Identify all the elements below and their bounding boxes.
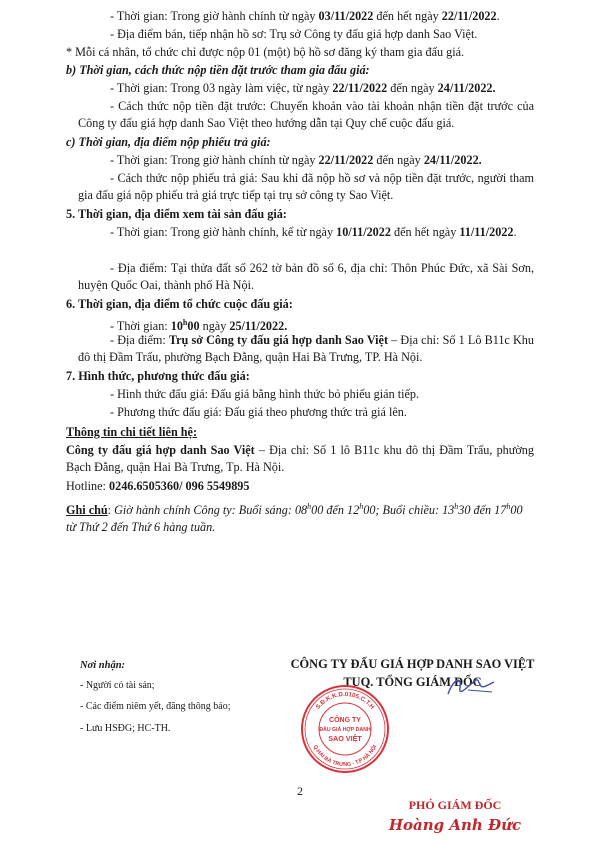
page-number: 2	[297, 784, 303, 798]
signer-name: Hoàng Anh Đức	[388, 816, 522, 834]
seal-ring-text: S.Đ.K.K.D.0105.C.T.H	[314, 690, 376, 711]
recipient-item: - Lưu HSĐG; HC-TH.	[80, 723, 171, 734]
heading-contact: Thông tin chi tiết liên hệ:	[66, 425, 198, 439]
line-auction-form: - Hình thức đấu giá: Đấu giá bằng hình thức bỏ phiếu gián tiếp.	[110, 387, 420, 401]
line-bid-method: - Cách thức nộp phiếu trả giá: Sau khi đã nộp hồ sơ và nộp tiền đặt trước, người tham gia đấu giá nộp phiếu trả giá trực tiếp tại trụ sở công ty Sao Việt.	[78, 171, 534, 202]
line-viewing-place: - Địa điểm: Tại thửa đất số 262 tờ bản đồ số 6, địa chỉ: Thôn Phúc Đức, xã Sài Sơn, huyện Quốc Oai, thành phố Hà Nội.	[78, 261, 534, 292]
line-auction-time: - Thời gian: 10$^h$00 ngày 25/11/2022.	[110, 318, 288, 334]
recipients-title: Nơi nhận:	[80, 660, 126, 671]
seal-line-1: CÔNG TY	[329, 717, 361, 724]
company-name: CÔNG TY ĐẤU GIÁ HỢP DANH SAO VIỆT	[290, 657, 535, 671]
hotline: Hotline: 0246.6505360/ 096 5549895	[66, 479, 250, 493]
line-bid-time: - Thời gian: Trong giờ hành chính từ ngày 22/11/2022 đến ngày 24/11/2022.	[110, 153, 482, 167]
heading-auction: 6. Thời gian, địa điểm tổ chức cuộc đấu giá:	[66, 297, 293, 311]
seal-line-2: ĐẤU GIÁ HỢP DANH	[319, 727, 371, 733]
line-one-dossier-note: * Mỗi cá nhân, tổ chức chỉ được nộp 01 (một) bộ hồ sơ đăng ký tham gia đấu giá.	[66, 45, 465, 59]
line-deposit-method: - Cách thức nộp tiền đặt trước: Chuyển khoản vào tài khoản nhận tiền đặt trước của Công ty đấu giá hợp danh Sao Việt theo hướng dẫn tại Quy chế cuộc đấu giá.	[78, 99, 534, 130]
company-seal	[300, 684, 390, 774]
seal-line-3: SAO VIỆT	[328, 734, 362, 743]
heading-bid-submission: c) Thời gian, địa điểm nộp phiếu trả giá:	[66, 135, 271, 149]
signer-role: TUQ. TỔNG GIÁM ĐỐC	[343, 675, 482, 689]
signature-mark	[440, 672, 500, 702]
note: Ghi chú: Giờ hành chính Công ty: Buổi sáng: 08$^h$00 đến 12$^h$00; Buổi chiều: 13$^h$30 đến 17$^h$00 từ Thứ 2 đến Thứ 6 hàng tuần.	[66, 502, 523, 535]
signer-title: PHÓ GIÁM ĐỐC	[408, 798, 502, 812]
contact-info: Công ty đấu giá hợp danh Sao Việt – Địa chỉ: Số 1 lô B11c khu đô thị Đầm Trấu, phường Bạch Đằng, quận Hai Bà Trưng, Tp. Hà Nội.	[66, 443, 534, 474]
line-registration-time: - Thời gian: Trong giờ hành chính từ ngày 03/11/2022 đến hết ngày 22/11/2022.	[110, 9, 500, 23]
heading-auction-form: 7. Hình thức, phương thức đấu giá:	[66, 369, 250, 383]
recipient-item: - Người có tài sản;	[80, 680, 155, 691]
recipient-item: - Các điểm niêm yết, đăng thông báo;	[80, 701, 231, 712]
heading-deposit: b) Thời gian, cách thức nộp tiền đặt trước tham gia đấu giá:	[66, 63, 370, 77]
seal-ring-bottom-text: Q.HAI BÀ TRƯNG - T.P HÀ NỘI	[311, 744, 379, 769]
line-registration-place: - Địa điểm bán, tiếp nhận hồ sơ: Trụ sở Công ty đấu giá hợp danh Sao Việt.	[110, 27, 478, 41]
line-deposit-time: - Thời gian: Trong 03 ngày làm việc, từ ngày 22/11/2022 đến ngày 24/11/2022.	[110, 81, 496, 95]
line-auction-method: - Phương thức đấu giá: Đấu giá theo phương thức trả giá lên.	[110, 405, 407, 419]
heading-viewing: 5. Thời gian, địa điểm xem tài sản đấu giá:	[66, 207, 287, 221]
line-viewing-time: - Thời gian: Trong giờ hành chính, kể từ ngày 10/11/2022 đến hết ngày 11/11/2022.	[110, 225, 517, 239]
line-auction-place: - Địa điểm: Trụ sở Công ty đấu giá hợp danh Sao Việt – Địa chỉ: Số 1 Lô B11c Khu đô thị Đầm Trấu, phường Bạch Đằng, quận Hai Bà Trưng, TP. Hà Nội.	[78, 333, 534, 364]
